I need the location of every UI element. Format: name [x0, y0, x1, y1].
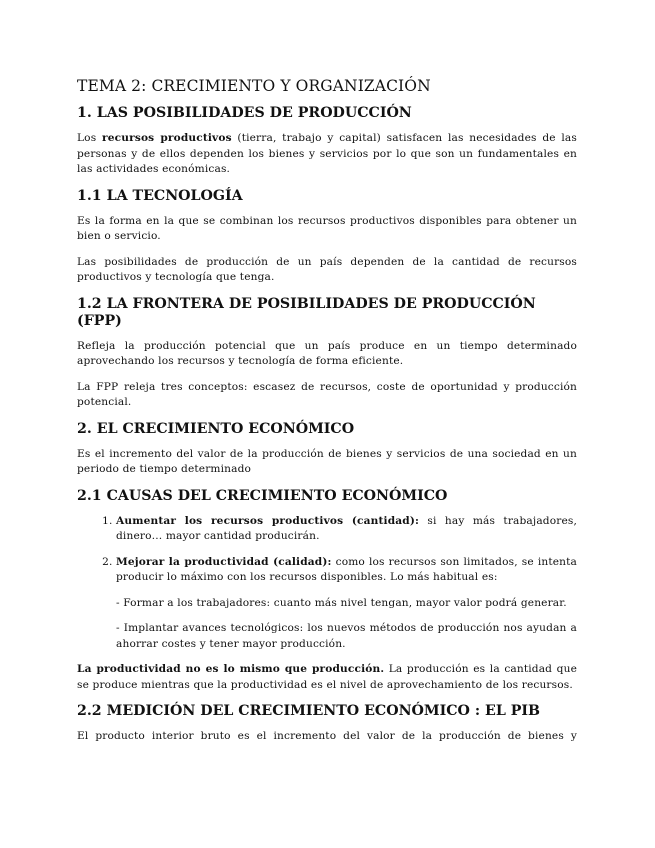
- heading-2: 2. EL CRECIMIENTO ECONÓMICO: [77, 420, 355, 437]
- heading-1-2: 1.2 LA FRONTERA DE POSIBILIDADES DE PRODUCCIÓN (FPP): [77, 295, 536, 329]
- heading-2-1: 2.1 CAUSAS DEL CRECIMIENTO ECONÓMICO: [77, 487, 448, 504]
- paragraph: Es la forma en la que se combinan los recursos productivos disponibles para obtener un bien o servicio.: [77, 214, 577, 242]
- paragraph: Refleja la producción potencial que un país produce en un tiempo determinado aprovechando los recursos y tecnología de forma eficiente.: [77, 339, 577, 367]
- heading-1-1: 1.1 LA TECNOLOGÍA: [77, 187, 243, 204]
- sub-item: - Implantar avances tecnológicos: los nuevos métodos de producción nos ayudan a ahorrar costes y tener mayor producción.: [116, 622, 577, 650]
- page-title: TEMA 2: CRECIMIENTO Y ORGANIZACIÓN: [77, 77, 431, 95]
- causes-list: [77, 514, 577, 653]
- sub-item: - Formar a los trabajadores: cuanto más nivel tengan, mayor valor podrá generar.: [116, 596, 567, 609]
- paragraph: El producto interior bruto es el incremento del valor de la producción de bienes y: [77, 730, 577, 742]
- list-item: 1. Aumentar los recursos productivos (cantidad): si hay más trabajadores, dinero… mayor cantidad producirán.: [116, 514, 577, 545]
- heading-2-2: 2.2 MEDICIÓN DEL CRECIMIENTO ECONÓMICO : EL PIB: [77, 703, 541, 719]
- paragraph: Es el incremento del valor de la producción de bienes y servicios de una sociedad en un periodo de tiempo determinado: [77, 447, 577, 475]
- paragraph: La productividad no es lo mismo que producción. La producción es la cantidad que se produce mientras que la productividad es el nivel de aprovechamiento de los recursos.: [77, 663, 577, 691]
- list-item: 2. Mejorar la productividad (calidad): como los recursos son limitados, se intenta producir lo máximo con los recursos disponibles. Lo más habitual es: - Formar a los trabajadores: cuanto más nivel tengan, mayor valor podrá generar. - Implantar avances tecnológicos: los nuevos métodos de producción nos ayudan a ahorrar costes y tener mayor producción.: [116, 555, 577, 653]
- document-body: [77, 77, 577, 755]
- heading-1: 1. LAS POSIBILIDADES DE PRODUCCIÓN: [77, 105, 412, 121]
- paragraph: Los recursos productivos (tierra, trabajo y capital) satisfacen las necesidades de las personas y de ellos dependen los bienes y servicios por lo que son un fundamentales en las actividades económicas.: [77, 132, 577, 175]
- paragraph: La FPP releja tres conceptos: escasez de recursos, coste de oportunidad y producción potencial.: [77, 380, 577, 408]
- paragraph: Las posibilidades de producción de un país dependen de la cantidad de recursos productivos y tecnología que tenga.: [77, 255, 577, 283]
